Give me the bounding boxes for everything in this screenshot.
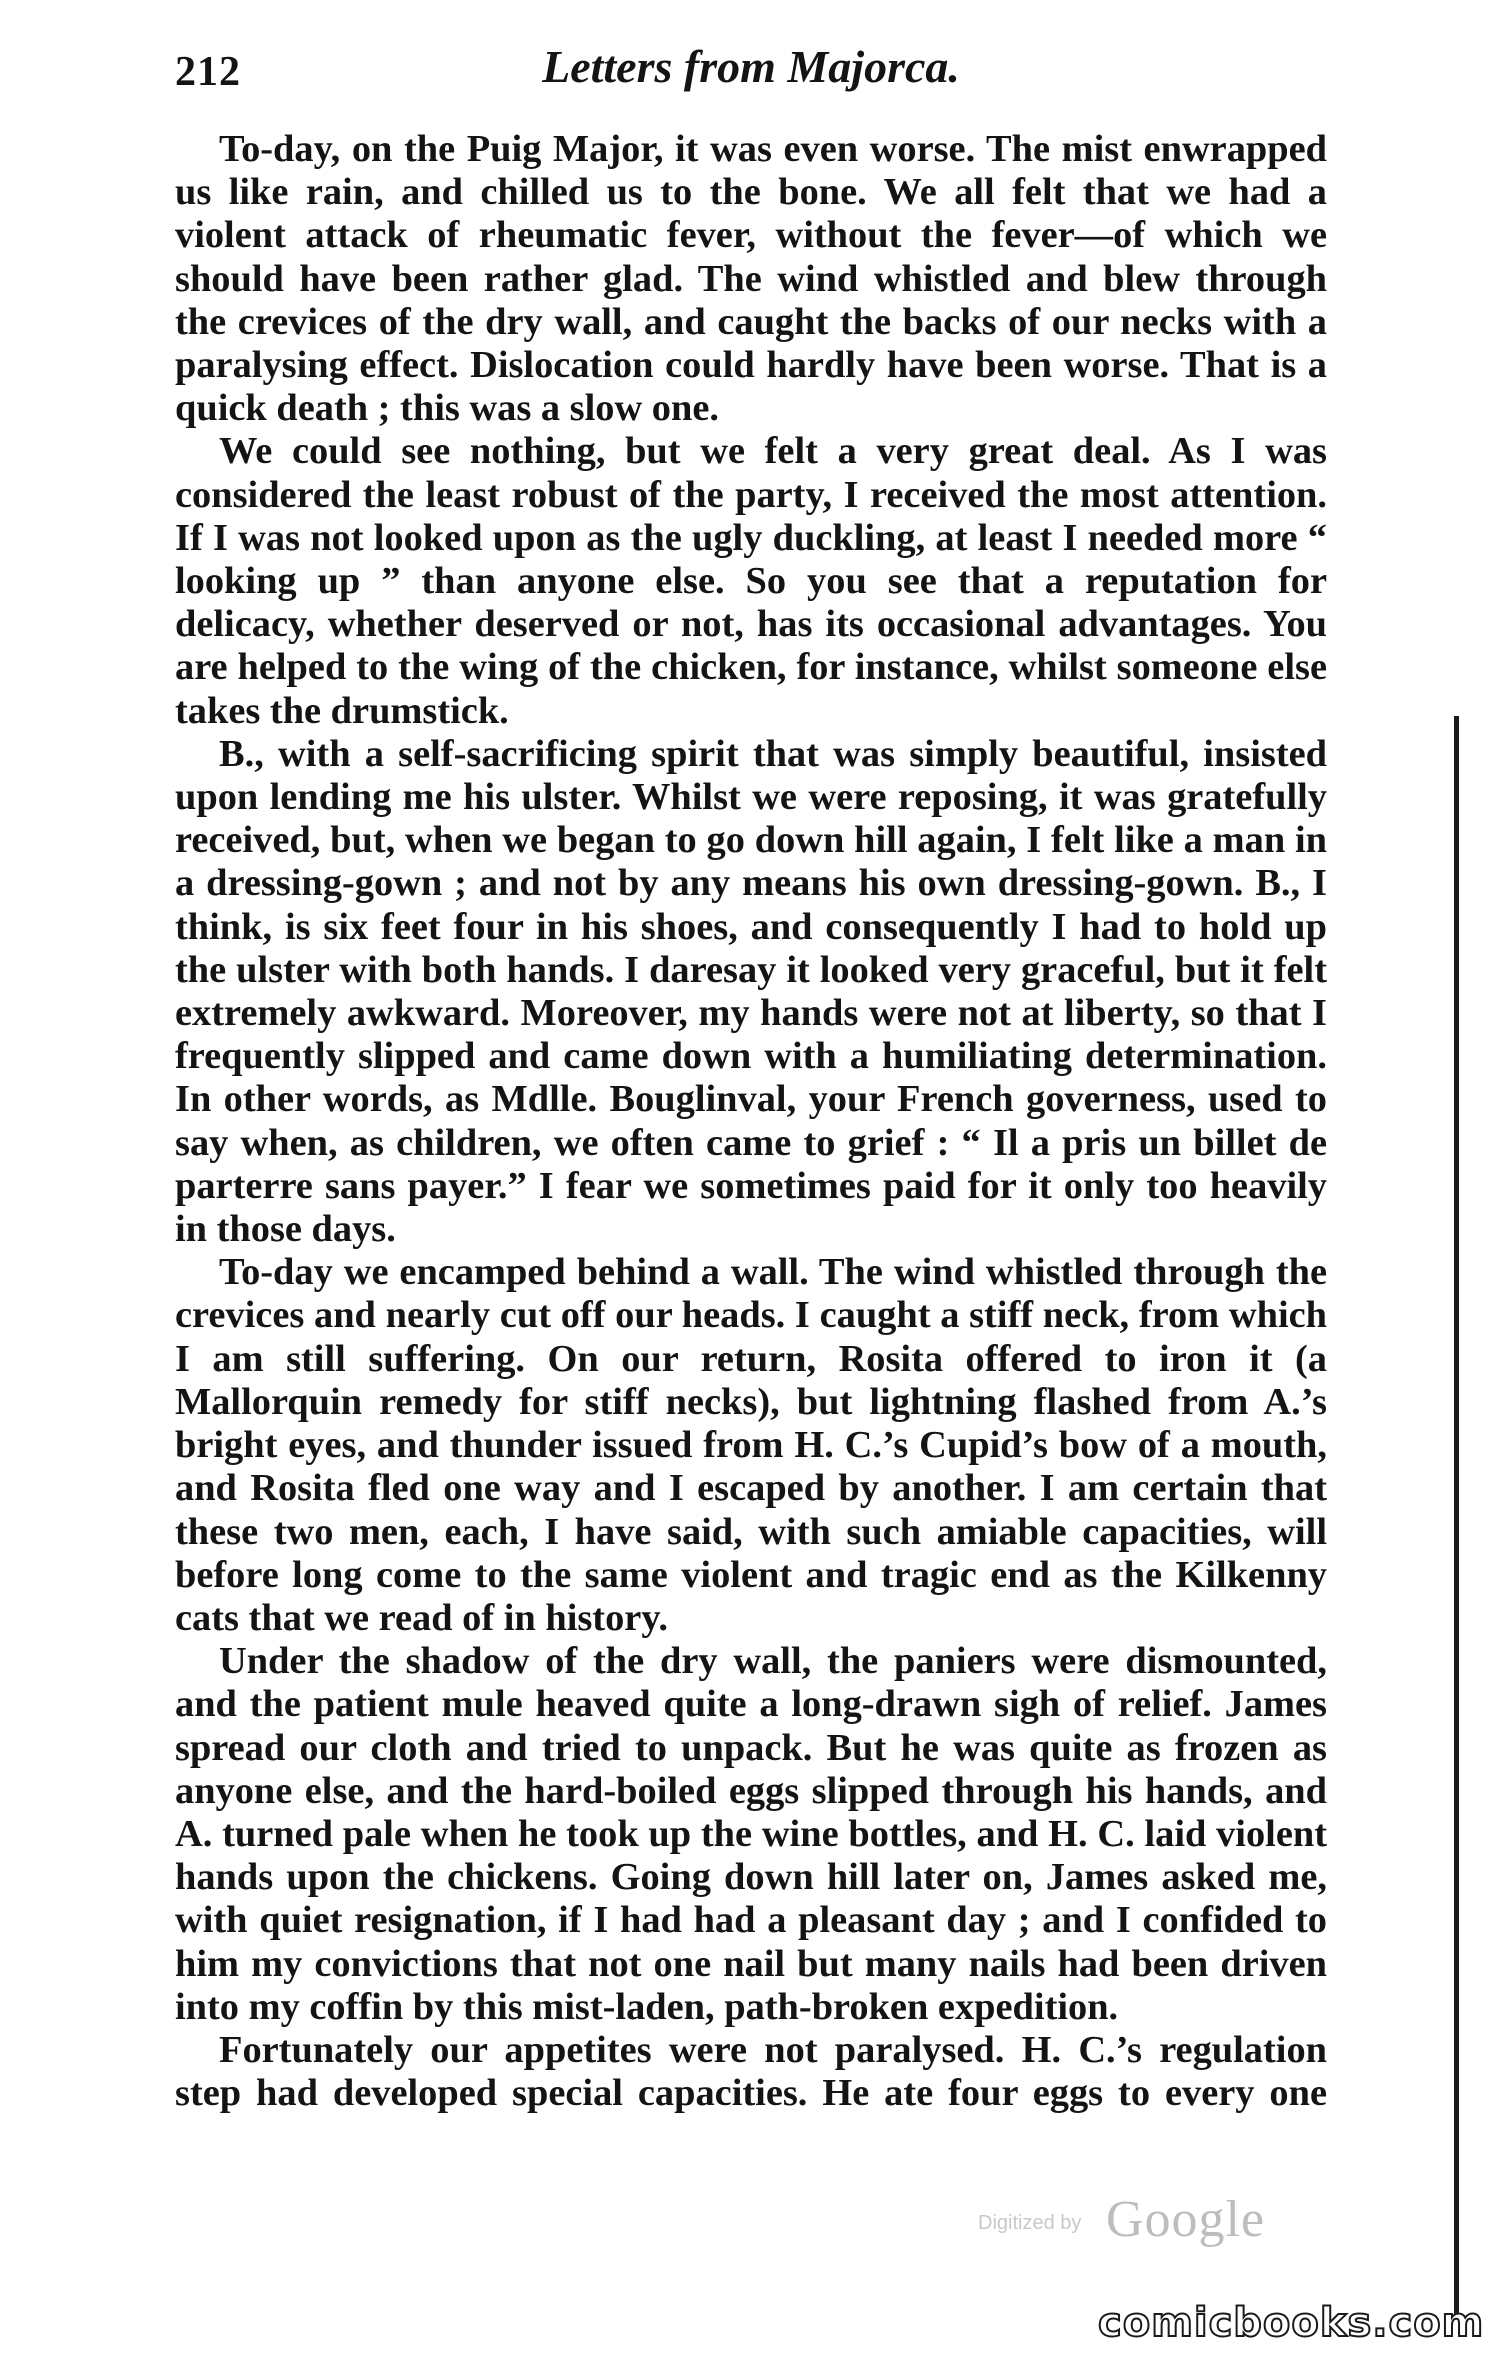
page-number: 212 (175, 49, 241, 95)
page-edge-rule (1454, 716, 1459, 2316)
body-text (175, 128, 1327, 2115)
paragraph-last: Fortunately our appetites were not paralysed. H. C.’s regulation step had developed special capacities. He ate four eggs to every one (175, 2028, 1327, 2115)
paragraph: B., with a self-sacrificing spirit that was simply beautiful, insisted upon lending me his ulster. Whilst we were reposing, it was gratefully received, but, when we began to go down hill again, I felt like a man in a dressing-gown ; and not by any means his own dressing-gown. B., I think, is six feet four in his shoes, and consequently I had to hold up the ulster with both hands. I daresay it looked very graceful, but it felt extremely awkward. Moreover, my hands were not at liberty, so that I frequently slipped and came down with a humiliating determination. In other words, as Mdlle. Bouglinval, your French governess, used to say when, as children, we often came to grief : “ Il a pris un billet de parterre sans payer.” I fear we sometimes paid for it only too heavily in those days. (175, 732, 1327, 1251)
digitized-by-text: Digitized by (978, 2212, 1082, 2234)
paragraph: We could see nothing, but we felt a very great deal. As I was considered the least robust of the party, I received the most attention. If I was not looked upon as the ugly duckling, at least I needed more “ looking up ” than anyone else. So you see that a reputation for delicacy, whether deserved or not, has its occasional advantages. You are helped to the wing of the chicken, for instance, whilst someone else takes the drumstick. (175, 430, 1327, 732)
paragraph: To-day we encamped behind a wall. The wind whistled through the crevices and nearly cut off our heads. I caught a stiff neck, from which I am still suffering. On our return, Rosita offered to iron it (a Mallorquin remedy for stiff necks), but lightning flashed from A.’s bright eyes, and thunder issued from H. C.’s Cupid’s bow of a mouth, and Rosita fled one way and I escaped by another. I am certain that these two men, each, I have said, with such amiable capacities, will before long come to the same violent and tragic end as the Kilkenny cats that we read of in history. (175, 1251, 1327, 1639)
google-logo: Google (1106, 2191, 1266, 2248)
paragraph: To-day, on the Puig Major, it was even worse. The mist enwrapped us like rain, and chilled us to the bone. We all felt that we had a violent attack of rheumatic fever, without the fever—of which we should have been rather glad. The wind whistled and blew through the crevices of the dry wall, and caught the backs of our necks with a paralysing effect. Dislocation could hardly have been worse. That is a quick death ; this was a slow one. (175, 128, 1327, 430)
digitized-by-stamp (978, 2190, 1298, 2250)
running-title: Letters from Majorca. (542, 41, 960, 92)
running-head (175, 40, 1327, 100)
site-watermark: comicbooks.com (1098, 2300, 1485, 2346)
paragraph: Under the shadow of the dry wall, the paniers were dismounted, and the patient mule heaved quite a long-drawn sigh of relief. James spread our cloth and tried to unpack. But he was quite as frozen as anyone else, and the hard-boiled eggs slipped through his hands, and A. turned pale when he took up the wine bottles, and H. C. laid violent hands upon the chickens. Going down hill later on, James asked me, with quiet resignation, if I had had a pleasant day ; and I confided to him my convictions that not one nail but many nails had been driven into my coffin by this mist-laden, path-broken expedition. (175, 1640, 1327, 2028)
